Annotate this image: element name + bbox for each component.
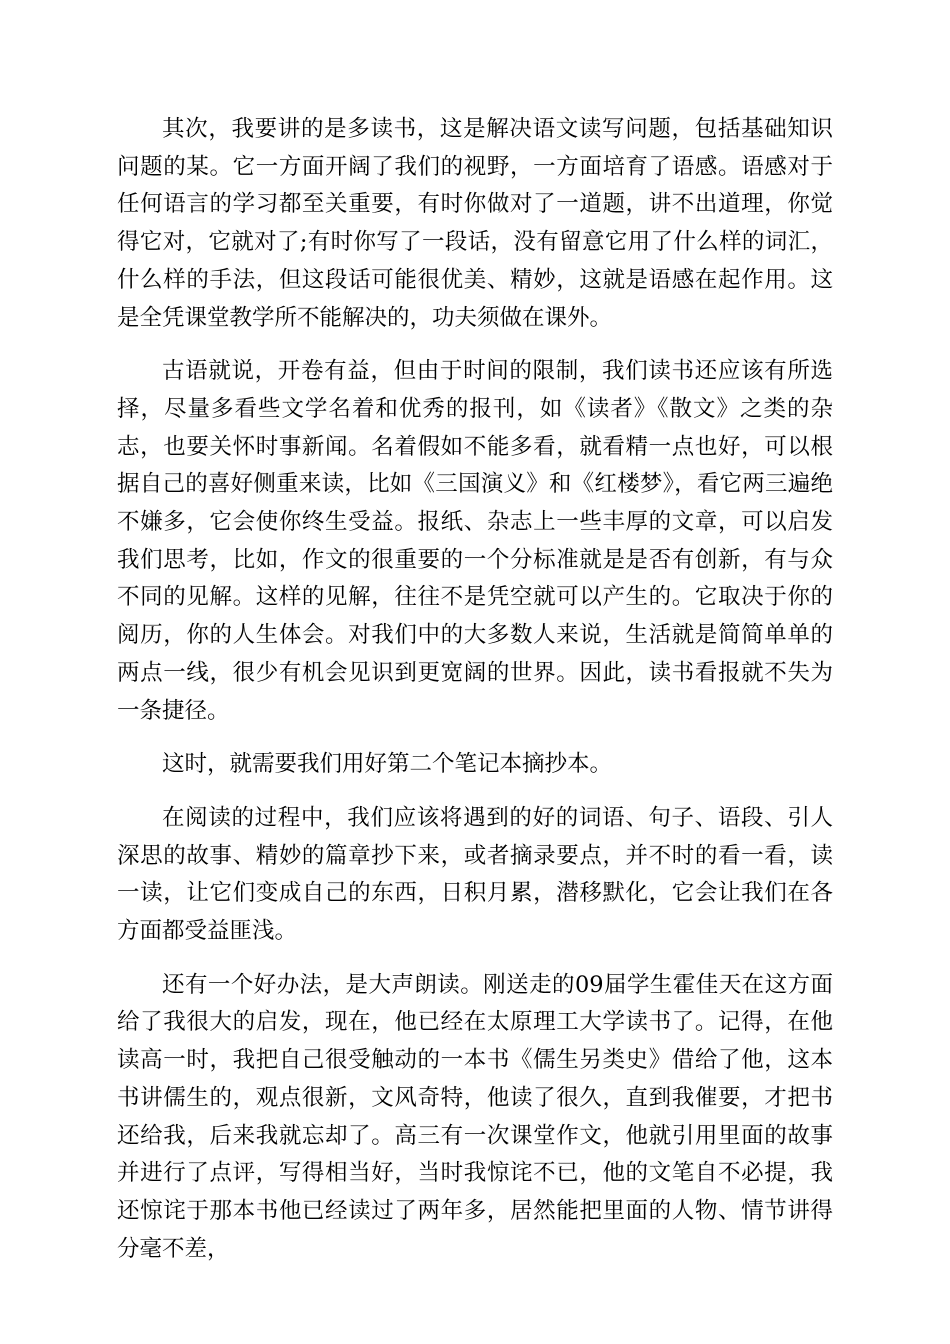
paragraph-1: 其次，我要讲的是多读书，这是解决语文读写问题，包括基础知识问题的某。它一方面开阔了我们的视野，一方面培育了语感。语感对于任何语言的学习都至关重要，有时你做对了一道题，讲不出道理，你觉得它对，它就对了;有时你写了一段话，没有留意它用了什么样的词汇，什么样的手法，但这段话可能很优美、精妙，这就是语感在起作用。这是全凭课堂教学所不能解决的，功夫须做在课外。 [117, 116, 833, 331]
document-page [117, 111, 833, 1284]
paragraph-3: 这时，就需要我们用好第二个笔记本摘抄本。 [162, 751, 613, 778]
paragraph-5: 还有一个好办法，是大声朗读。刚送走的09届学生霍佳天在这方面给了我很大的启发，现在，他已经在太原理工大学读书了。记得，在他读高一时，我把自己很受触动的一本书《儒生另类史》借给了他，这本书讲儒生的，观点很新，文风奇特，他读了很久，直到我催要，才把书还给我，后来我就忘却了。高三有一次课堂作文，他就引用里面的故事并进行了点评，写得相当好，当时我惊诧不已，他的文笔自不必提，我还惊诧于那本书他已经读过了两年多，居然能把里面的人物、情节讲得分毫不差， [117, 971, 833, 1262]
paragraph-2: 古语就说，开卷有益，但由于时间的限制，我们读书还应该有所选择，尽量多看些文学名着和优秀的报刊，如《读者》《散文》之类的杂志，也要关怀时事新闻。名着假如不能多看，就看精一点也好，可以根据自己的喜好侧重来读，比如《三国演义》和《红楼梦》，看它两三遍绝不嫌多，它会使你终生受益。报纸、杂志上一些丰厚的文章，可以启发我们思考，比如，作文的很重要的一个分标准就是是否有创新，有与众不同的见解。这样的见解，往往不是凭空就可以产生的。它取决于你的阅历，你的人生体会。对我们中的大多数人来说，生活就是简简单单的两点一线，很少有机会见识到更宽阔的世界。因此，读书看报就不失为一条捷径。 [117, 358, 833, 724]
paragraph-4: 在阅读的过程中，我们应该将遇到的好的词语、句子、语段、引人深思的故事、精妙的篇章抄下来，或者摘录要点，并不时的看一看，读一读，让它们变成自己的东西，日积月累，潜移默化，它会让我们在各方面都受益匪浅。 [117, 804, 833, 945]
